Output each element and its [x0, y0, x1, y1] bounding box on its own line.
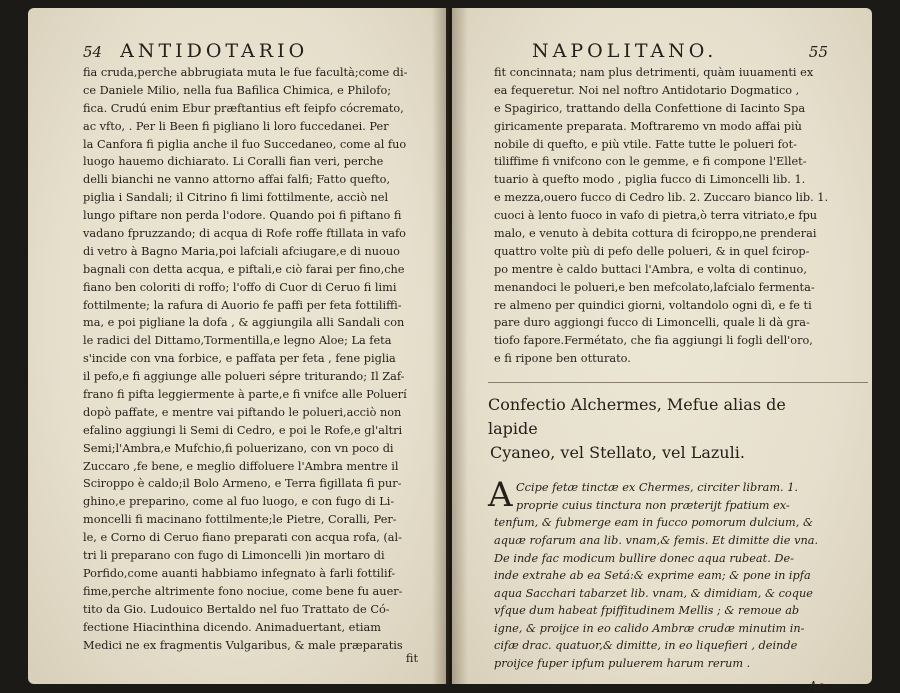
- section-title-line-2: Cyaneo, vel Stellato, vel Lazuli.: [490, 443, 745, 463]
- section-title-line-1: Confectio Alchermes, Mefue alias de lapide: [488, 395, 786, 439]
- text-line: giricamente preparata. Moftraremo vn modo affai più: [494, 119, 802, 133]
- text-line: fit concinnata; nam plus detrimenti, quàm iuuamenti ex: [494, 66, 814, 79]
- text-line: fime,perche altrimente fono nociue, come bene fu auer-: [83, 584, 403, 598]
- text-line: piglia i Sandali; il Citrino fi limi fottilmente, acciò nel: [83, 191, 389, 205]
- text-line: quattro volte più di pefo delle polueri, & in quel fcirop-: [494, 244, 810, 258]
- left-running-head: [83, 40, 426, 62]
- text-line: cuoci à lento fuoco in vafo di pietra,ò terra vitriato,e fpu: [494, 209, 818, 223]
- latin-line: proprie cuius tinctura non præterijt fpatium ex-: [516, 498, 790, 512]
- latin-recipe-lines: [494, 479, 828, 673]
- text-line: ghino,e preparino, come al fuo luogo, e con fugo di Li-: [83, 495, 395, 509]
- text-line: luogo hauemo dichiarato. Li Coralli fian veri, perche: [83, 155, 384, 169]
- right-page-number: 55: [808, 43, 828, 61]
- text-line: e fi ripone ben otturato.: [494, 352, 631, 366]
- text-line: ac vfto, . Per li Been fi pigliano li loro fuccedanei. Per: [83, 119, 389, 133]
- latin-line: cifæ drac. quatuor,& dimitte, in eo liquefieri , deinde: [494, 639, 798, 653]
- left-page-number: 54: [83, 43, 103, 61]
- text-line: re almeno per quindici giorni, voltandolo ogni dì, e fe ti: [494, 298, 812, 312]
- text-line: fectione Hiacinthina dicendo. Animaduertant, etiam: [83, 620, 381, 634]
- drop-cap: A: [488, 475, 513, 516]
- text-line: tri li preparano con fugo di Limoncelli )in mortaro di: [83, 549, 385, 563]
- text-line: fottilmente; la rafura di Auorio fe paffi per feta fottiliffi-: [83, 298, 402, 312]
- text-line: lungo piftare non perda l'odore. Quando poi fi piftano fi: [83, 209, 402, 223]
- text-line: tiliffime fi vnifcono con le gemme, e fi compone l'Ellet-: [494, 155, 807, 169]
- text-line: Zuccaro ,fe bene, e meglio diffoluere l'Ambra mentre il: [83, 459, 399, 473]
- left-body-text: [83, 64, 426, 654]
- text-line: fia cruda,perche abbrugiata muta le fue facultà;come di-: [83, 66, 408, 79]
- latin-line: Ccipe fetæ tinctæ ex Chermes, circiter libram. 1.: [516, 481, 799, 495]
- right-running-head: [494, 40, 828, 62]
- text-line: le radici del Dittamo,Tormentilla,e legno Aloe; La feta: [83, 334, 392, 348]
- text-line: s'incide con vna forbice, e paffata per feta , fene piglia: [83, 352, 396, 366]
- latin-recipe: [488, 475, 828, 673]
- text-line: il pefo,e fi aggiunge alle polueri sépre triturando; Il Zaf-: [83, 370, 405, 384]
- latin-line: proijce fuper ipfum puluerem harum rerum .: [494, 657, 751, 671]
- left-catchword: fit: [405, 652, 418, 666]
- text-line: Medici ne ex fragmentis Vulgaribus, & male præparatis: [83, 638, 403, 652]
- latin-line: vfque dum habeat fpiffitudinem Mellis ; & remoue ab: [494, 604, 800, 618]
- text-line: la Canfora fi piglia anche il fuo Succedaneo, come al fuo: [83, 137, 407, 151]
- latin-line: aqua Sacchari tabarzet lib. vnam, & dimidiam, & coque: [494, 586, 813, 600]
- text-line: dopò paffate, e mentre vai piftando le polueri,acciò non: [83, 405, 402, 419]
- text-line: ea fequeretur. Noi nel noftro Antidotario Dogmatico ,: [494, 83, 800, 97]
- text-line: Sciroppo è caldo;il Bolo Armeno, e Terra figillata fi pur-: [83, 477, 402, 491]
- text-line: pare duro aggiongi fucco di Limoncelli, quale li dà gra-: [494, 316, 810, 330]
- latin-line: aquæ rofarum ana lib. vnam,& femis. Et dimitte die vna.: [494, 533, 819, 547]
- right-page: [452, 8, 872, 693]
- latin-line: igne, & proijce in eo calido Ambræ crudæ minutim in-: [494, 621, 805, 635]
- section-divider: [488, 382, 868, 383]
- text-line: e mezza,ouero fucco di Cedro lib. 2. Zuccaro bianco lib. 1.: [494, 191, 829, 205]
- text-line: fica. Crudú enim Ebur præftantius eft feipfo cócremato,: [83, 101, 404, 115]
- text-line: menandoci le polueri,e ben mefcolato,lafcialo fermenta-: [494, 280, 815, 294]
- text-line: delli bianchi ne vanno attorno affai falfi; Fatto quefto,: [83, 173, 391, 187]
- latin-line: De inde fac modicum bullire donec aqua rubeat. De-: [494, 551, 794, 565]
- left-page: [28, 8, 446, 684]
- section-title: [488, 393, 828, 465]
- text-line: fiano ben coloriti di roffo; l'offo di Cuor di Ceruo fi limi: [83, 280, 397, 294]
- right-catchword: Ac-: [808, 678, 828, 693]
- text-line: tito da Gio. Ludouico Bertaldo nel fuo Trattato de Có-: [83, 602, 390, 616]
- right-header-title: NAPOLITANO.: [532, 40, 718, 62]
- text-line: tiofo fapore.Fermétato, che fia aggiungi li fogli dell'oro,: [494, 334, 813, 348]
- text-line: malo, e venuto à debita cottura di fciroppo,ne prenderai: [494, 227, 817, 241]
- text-line: ma, e poi pigliane la dofa , & aggiungila alli Sandali con: [83, 316, 405, 330]
- text-line: Porfido,come auanti habbiamo infegnato à farli fottilif-: [83, 566, 396, 580]
- latin-line: inde extrahe ab ea Setá:& exprime eam; & pone in ipfa: [494, 569, 811, 583]
- text-line: e Spagirico, trattando della Confettione di Iacinto Spa: [494, 101, 806, 115]
- latin-line: tenfum, & fubmerge eam in fucco pomorum dulcium, &: [494, 516, 814, 530]
- text-line: moncelli fi macinano fottilmente;le Pietre, Coralli, Per-: [83, 513, 397, 527]
- text-line: po mentre è caldo buttaci l'Ambra, e volta di continuo,: [494, 262, 807, 276]
- text-line: Semi;l'Ambra,e Mufchio,fi poluerizano, con vn poco di: [83, 441, 394, 455]
- text-line: frano fi pifta leggiermente à parte,e fi vnifce alle Poluerí: [83, 388, 407, 402]
- text-line: bagnali con detta acqua, e piftali,e ciò farai per fino,che: [83, 262, 405, 276]
- left-header-title: ANTIDOTARIO: [120, 40, 309, 62]
- text-line: di vetro à Bagno Maria,poi lafciali afciugare,e di nuouo: [83, 244, 400, 258]
- text-line: efalino aggiungi li Semi di Cedro, e poi le Rofe,e gl'altri: [83, 423, 403, 437]
- right-body-text: [494, 64, 828, 368]
- text-line: tuario à quefto modo , piglia fucco di Limoncelli lib. 1.: [494, 173, 806, 187]
- text-line: le, e Corno di Ceruo fiano preparati con acqua rofa, (al-: [83, 531, 402, 545]
- text-line: nobile di quefto, e più vtile. Fatte tutte le polueri fot-: [494, 137, 797, 151]
- text-line: ce Daniele Milio, nella fua Bafilica Chimica, e Philofo;: [83, 83, 392, 97]
- text-line: vadano fpruzzando; di acqua di Rofe roffe ftillata in vafo: [83, 227, 406, 241]
